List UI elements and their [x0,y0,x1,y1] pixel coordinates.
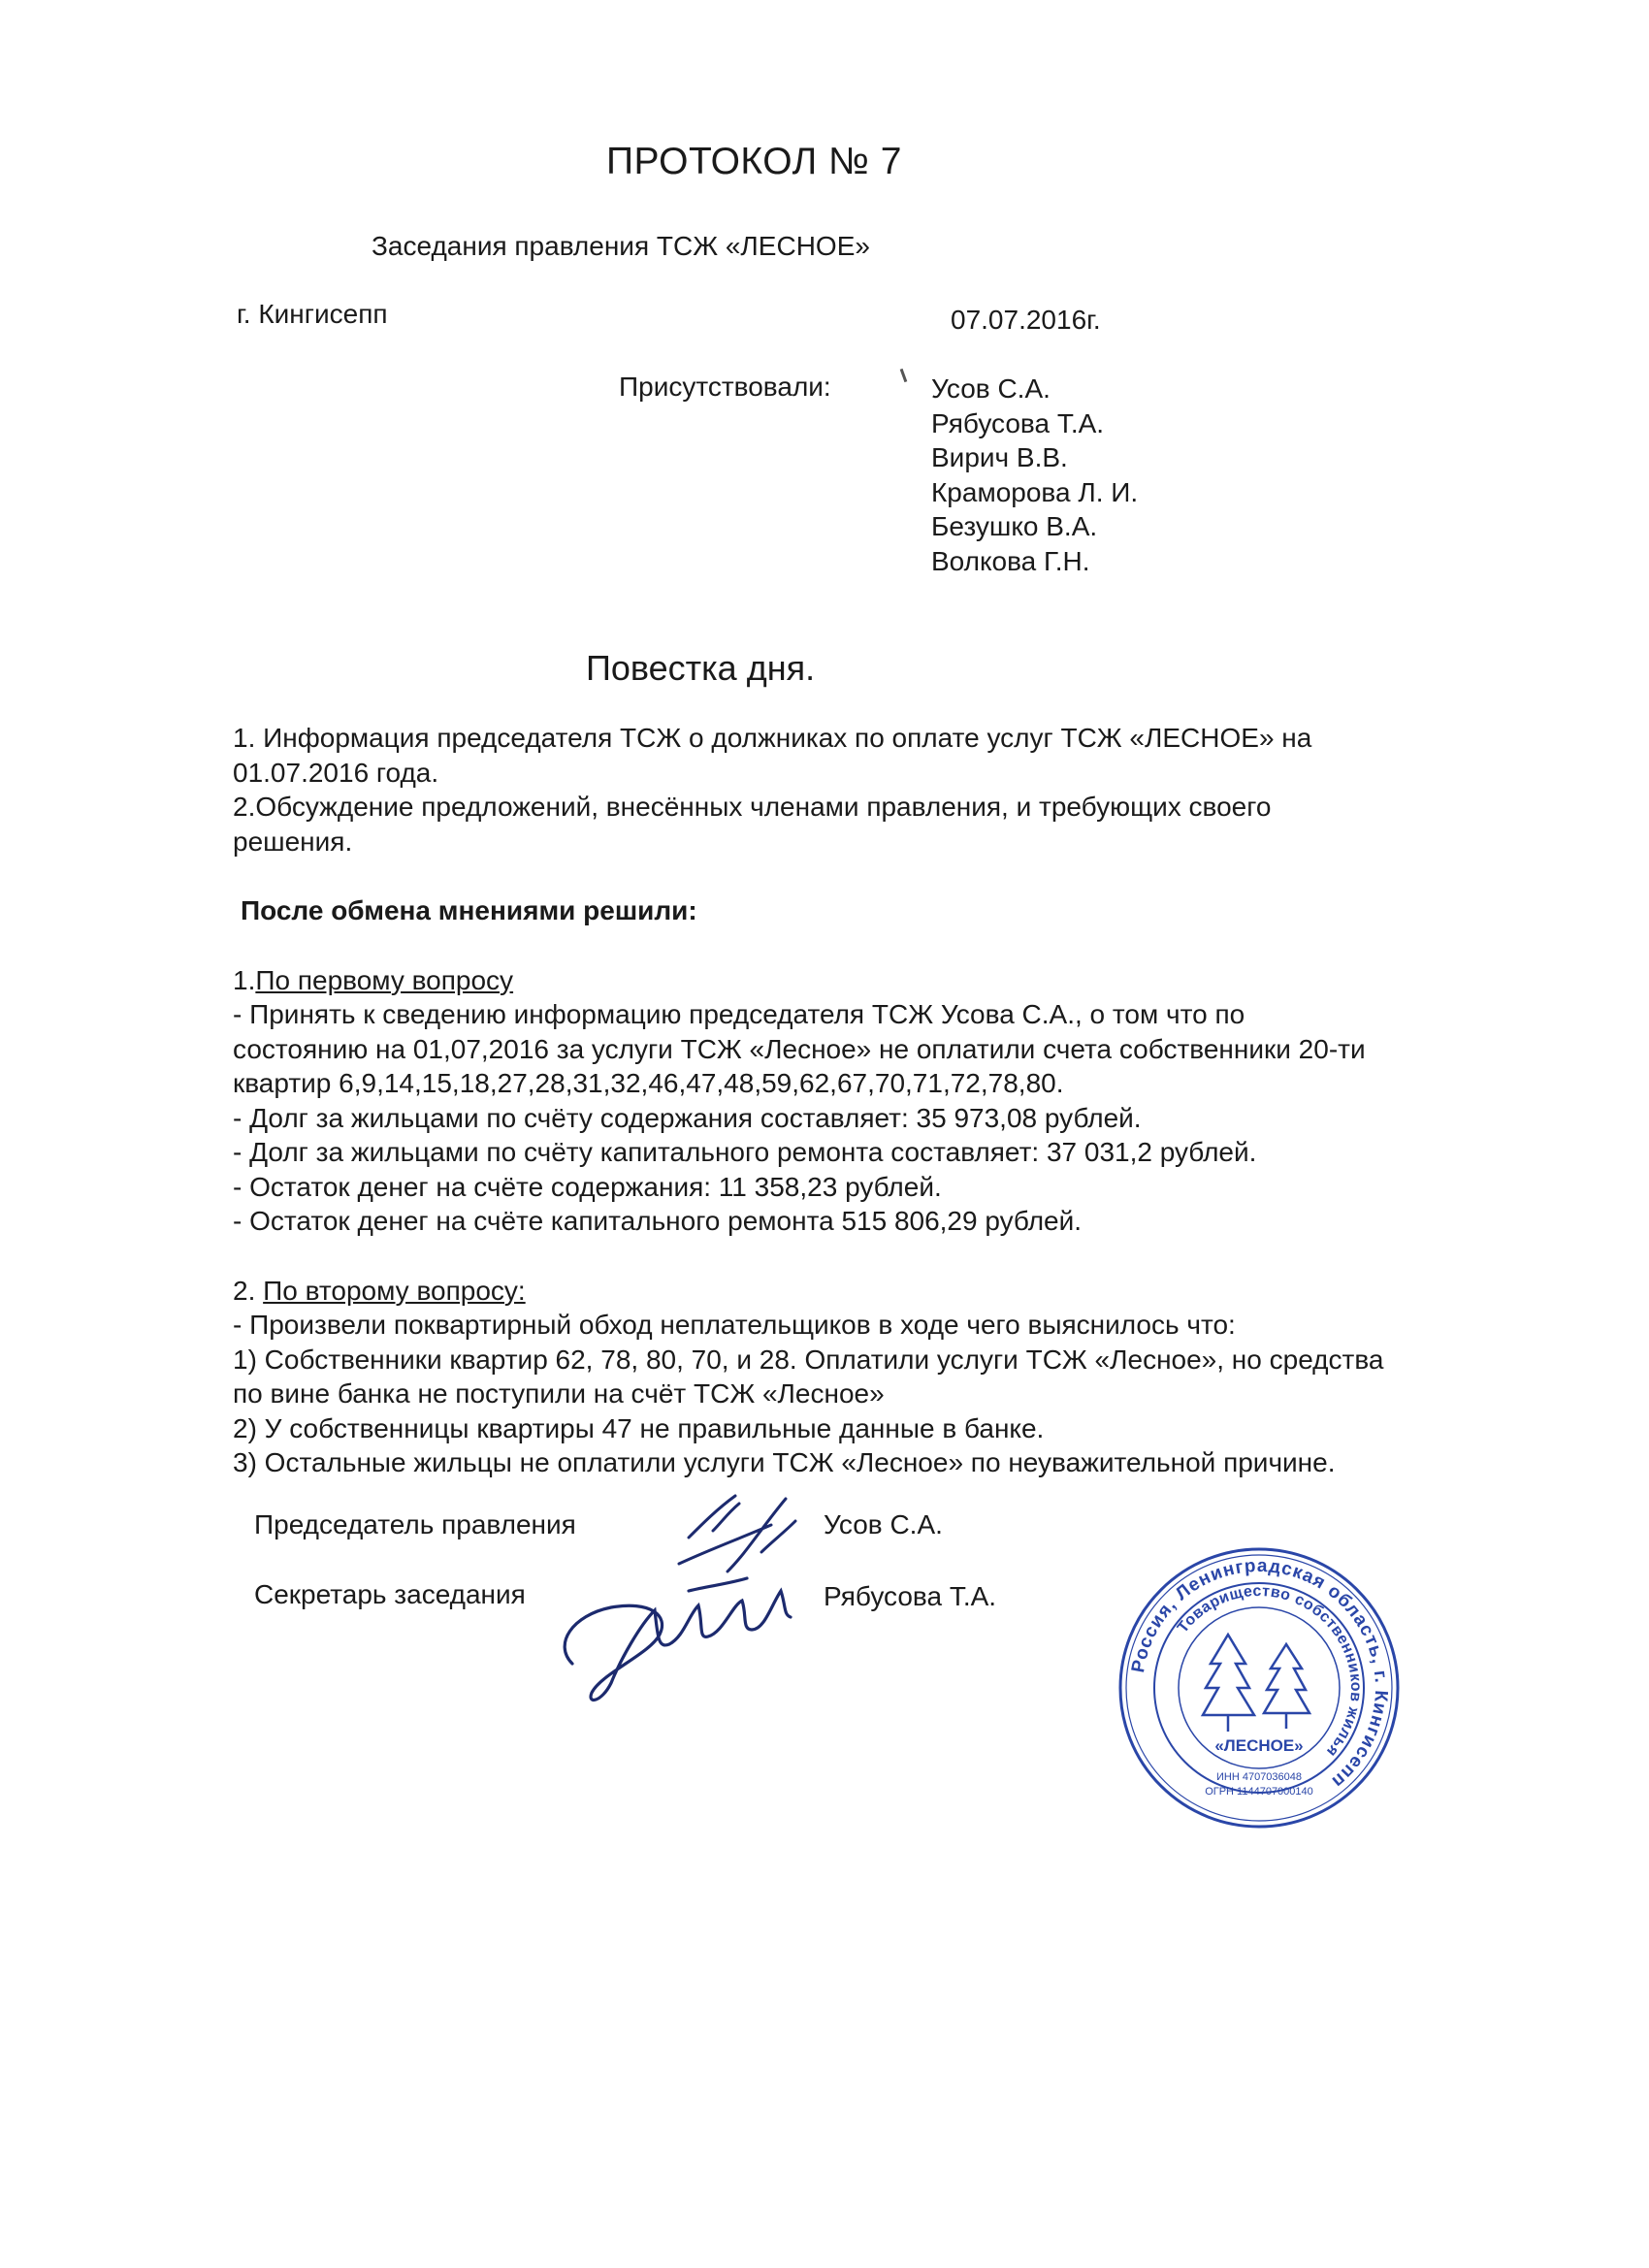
attendee: Краморова Л. И. [931,476,1139,507]
agenda-line: 2.Обсуждение предложений, внесённых членами правления, и требующих своего [233,792,1272,822]
question-1-line: квартир 6,9,14,15,18,27,28,31,32,46,47,48,59,62,67,70,71,72,78,80. [233,1068,1064,1098]
question-2-title: По второму вопросу: [263,1275,526,1306]
question-2-line: 1) Собственники квартир 62, 78, 80, 70, и 28. Оплатили услуги ТСЖ «Лесное», но средства [233,1344,1384,1375]
stamp-inn: ИНН 4707036048 [1215,1771,1303,1783]
chair-name: Усов С.А. [824,1509,943,1539]
stamp-outer-text: Россия, Ленинградская область, г. Кингисепп [1128,1555,1392,1793]
stamp-inner-text: Товарищество собственников жилья [1174,1582,1365,1761]
secretary-signature [543,1547,854,1712]
page-subtitle: Заседания правления ТСЖ «ЛЕСНОЕ» [372,231,870,261]
question-2-line: - Произвели поквартирный обход неплательщиков в ходе чего выяснилось что: [233,1310,1236,1340]
document-date: 07.07.2016г. [951,305,1101,335]
question-1-line: состоянию на 01,07,2016 за услуги ТСЖ «Лесное» не оплатили счета собственники 20-ти [233,1033,1366,1064]
question-1-line: - Долг за жильцами по счёту капитального ремонта составляет: 37 031,2 рублей. [233,1137,1257,1167]
question-1-line: - Остаток денег на счёте капитального ремонта 515 806,29 рублей. [233,1206,1083,1236]
attendee: Усов С.А. [931,373,1051,404]
agenda-line: 1. Информация председателя ТСЖ о должниках по оплате услуг ТСЖ «ЛЕСНОЕ» на [233,723,1312,753]
question-1-title: По первому вопросу [255,964,514,995]
city: г. Кингисепп [237,299,388,329]
question-1-line: - Остаток денег на счёте содержания: 11 358,23 рублей. [233,1171,942,1202]
chair-label: Председатель правления [254,1509,576,1539]
svg-text:Товарищество собственников жил [1175,1583,1364,1760]
question-1-heading [233,963,1484,998]
question-2-line: по вине банка не поступили на счёт ТСЖ «Лесное» [233,1378,885,1409]
attendee-list [931,372,1138,578]
question-2-line: 3) Остальные жильцы не оплатили услуги ТСЖ «Лесное» по неуважительной причине. [233,1447,1336,1477]
document-body [233,721,1484,1480]
scan-mark [900,369,908,382]
question-2-heading [233,1274,1484,1309]
agenda-title: Повестка дня. [586,648,816,688]
stamp-ogrn: ОГРН 1144707000140 [1205,1786,1313,1798]
decision-heading: После обмена мнениями решили: [241,895,697,925]
question-2-line: 2) У собственницы квартиры 47 не правильные данные в банке. [233,1412,1045,1443]
agenda-line: 01.07.2016 года. [233,757,439,788]
question-1-line: - Долг за жильцами по счёту содержания составляет: 35 973,08 рублей. [233,1102,1142,1133]
secretary-label: Секретарь заседания [254,1579,526,1609]
attendance-label: Присутствовали: [619,372,831,402]
question-2-number: 2. [233,1275,264,1306]
attendee: Безушко В.А. [931,511,1098,541]
secretary-name: Рябусова Т.А. [824,1581,997,1611]
attendee: Вирич В.В. [931,442,1068,472]
agenda-line: решения. [233,826,353,857]
organization-stamp [1114,1542,1405,1833]
stamp-name: «ЛЕСНОЕ» [1214,1736,1304,1755]
attendee: Волкова Г.Н. [931,545,1090,576]
page-title: ПРОТОКОЛ № 7 [606,141,902,182]
tree-icon [1203,1635,1310,1732]
question-1-line: - Принять к сведению информацию председателя ТСЖ Усова С.А., о том что по [233,999,1245,1029]
attendee: Рябусова Т.А. [931,407,1105,438]
question-1-number: 1. [233,964,256,995]
